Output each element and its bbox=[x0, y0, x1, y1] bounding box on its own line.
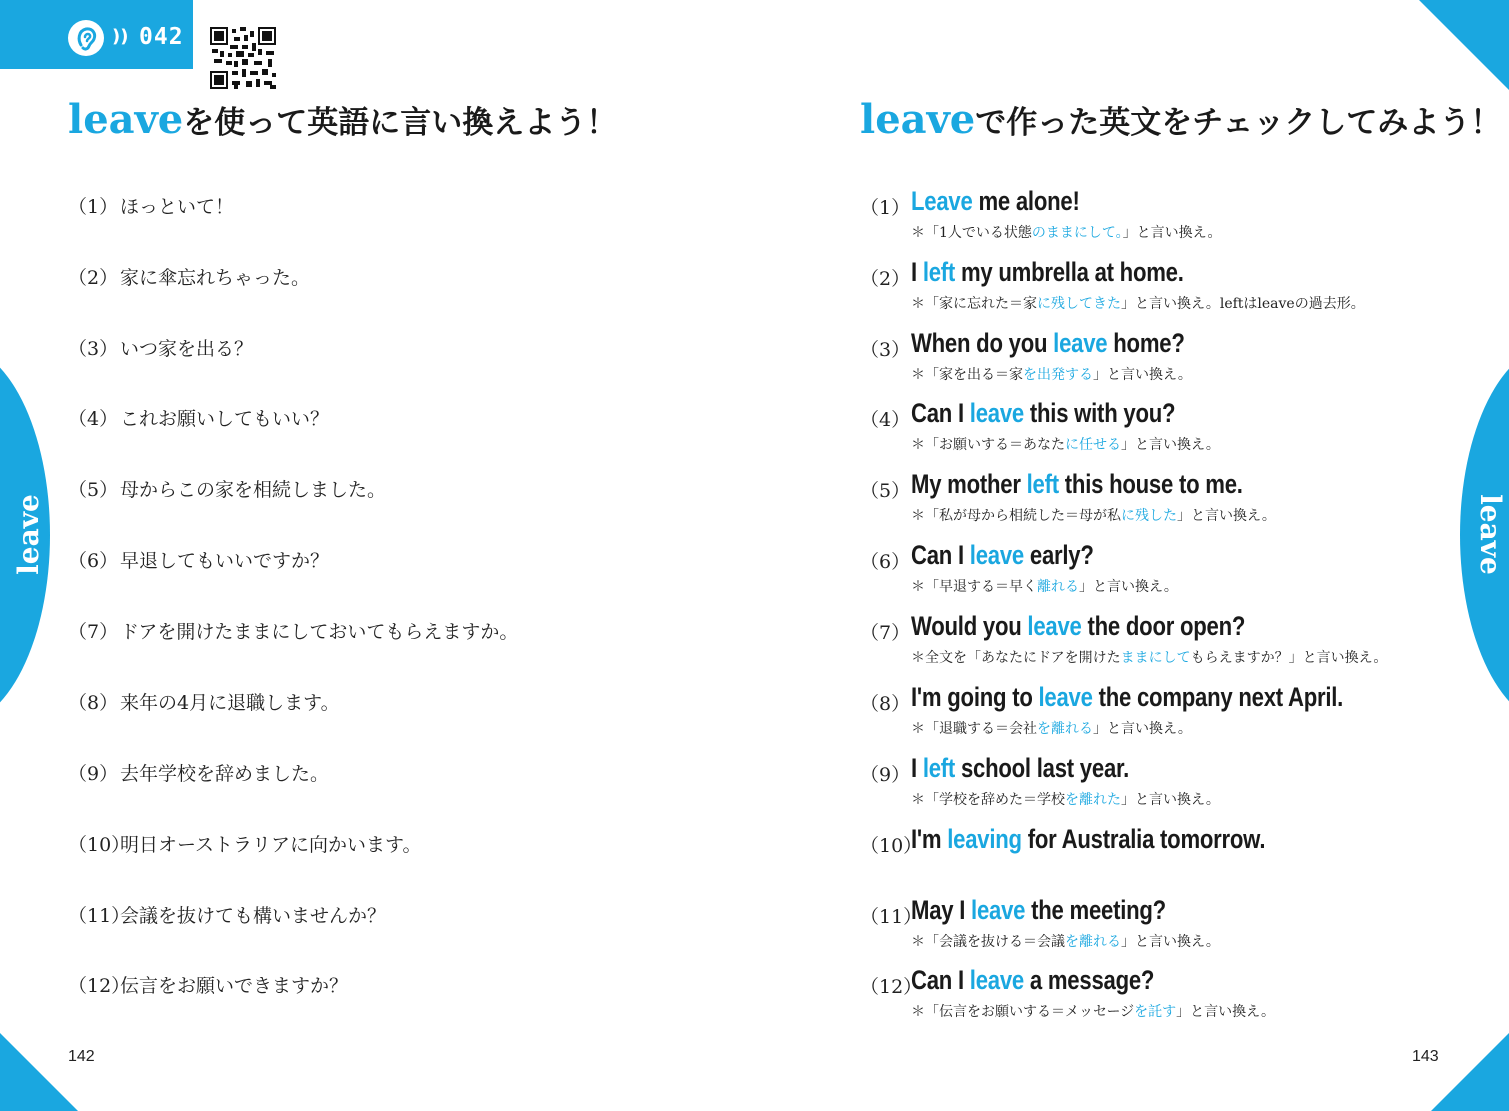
answer-keyword: left bbox=[922, 753, 956, 783]
question-item bbox=[68, 404, 329, 431]
side-tab-right-label: leave bbox=[1473, 494, 1507, 575]
answer-sentence: I left my umbrella at home. bbox=[911, 257, 1184, 287]
answer-number: （3） bbox=[860, 339, 911, 361]
question-item bbox=[68, 688, 340, 715]
question-text: 家に傘忘れちゃった。 bbox=[120, 267, 311, 289]
answer-keyword: leaving bbox=[947, 824, 1022, 854]
question-number: （9） bbox=[68, 763, 119, 785]
answer-keyword: leave bbox=[1038, 682, 1093, 712]
question-item bbox=[68, 617, 518, 644]
question-item bbox=[68, 830, 422, 857]
question-number: （11） bbox=[68, 905, 131, 927]
answer-sentence: Leave me alone! bbox=[911, 186, 1080, 216]
answer-sentence: Can I leave a message? bbox=[911, 965, 1155, 995]
question-number: （7） bbox=[68, 621, 119, 643]
question-item bbox=[68, 971, 348, 998]
answer-note: ＊全文を「あなたにドアを開けたままにしてもらえますか？」と言い換え。 bbox=[911, 650, 1388, 666]
question-number: （10） bbox=[68, 834, 131, 856]
question-text: 来年の4月に退職します。 bbox=[120, 692, 340, 714]
answer-sentence: I left school last year. bbox=[911, 753, 1130, 783]
question-text: ほっといて！ bbox=[120, 196, 235, 218]
page-number-right: 143 bbox=[1412, 1048, 1439, 1065]
answer-sentence: Can I leave early? bbox=[911, 540, 1094, 570]
answer-keyword: leave bbox=[969, 398, 1024, 428]
answer-keyword: left bbox=[1026, 469, 1059, 499]
question-text: 伝言をお願いできますか？ bbox=[120, 975, 349, 997]
answer-keyword: leave bbox=[969, 540, 1024, 570]
answer-number: （10） bbox=[860, 835, 923, 857]
answer-note: ＊「家を出る＝家を出発する」と言い換え。 bbox=[911, 367, 1192, 383]
corner-decoration-top-right bbox=[1419, 0, 1509, 90]
question-number: （8） bbox=[68, 692, 119, 714]
question-item bbox=[68, 263, 310, 290]
answer-sentence: My mother left this house to me. bbox=[911, 469, 1243, 499]
answer-note: ＊「退職する＝会社を離れる」と言い換え。 bbox=[911, 721, 1192, 737]
left-page-heading bbox=[68, 96, 617, 143]
answer-note: ＊「早退する＝早く離れる」と言い換え。 bbox=[911, 579, 1178, 595]
question-item bbox=[68, 759, 329, 786]
question-item bbox=[68, 901, 386, 928]
question-text: 母からこの家を相続しました。 bbox=[120, 479, 387, 501]
question-text: ドアを開けたままにしておいてもらえますか。 bbox=[120, 621, 519, 643]
track-number: 042 bbox=[139, 24, 184, 50]
answer-note: ＊「会議を抜ける＝会議を離れる」と言い換え。 bbox=[911, 934, 1220, 950]
question-text: これお願いしてもいい？ bbox=[120, 408, 330, 430]
answer-keyword: Leave bbox=[911, 186, 973, 216]
answer-keyword: leave bbox=[971, 895, 1026, 925]
heading-keyword: leave bbox=[860, 96, 976, 143]
corner-decoration-bottom-left bbox=[0, 1033, 78, 1111]
answer-sentence: Can I leave this with you? bbox=[911, 398, 1176, 428]
answer-number: （5） bbox=[860, 480, 911, 502]
answer-sentence: I'm leaving for Australia tomorrow. bbox=[911, 824, 1266, 854]
answer-number: （12） bbox=[860, 976, 923, 998]
answer-number: （9） bbox=[860, 764, 911, 786]
question-item bbox=[68, 334, 253, 361]
heading-text: で作った英文をチェックしてみよう！ bbox=[975, 105, 1502, 141]
question-text: 去年学校を辞めました。 bbox=[120, 763, 330, 785]
question-text: いつ家を出る？ bbox=[120, 338, 254, 360]
heading-text: を使って英語に言い換えよう！ bbox=[183, 105, 618, 141]
answer-number: （6） bbox=[860, 551, 911, 573]
ear-icon bbox=[68, 20, 104, 56]
answer-note: ＊「伝言をお願いする＝メッセージを託す」と言い換え。 bbox=[911, 1004, 1276, 1020]
answer-number: （2） bbox=[860, 268, 911, 290]
side-tab-left-label: leave bbox=[11, 494, 45, 575]
answer-keyword: left bbox=[922, 257, 956, 287]
answer-keyword: leave bbox=[1027, 611, 1082, 641]
question-item bbox=[68, 192, 234, 219]
answer-keyword: leave bbox=[969, 965, 1024, 995]
question-text: 早退してもいいですか？ bbox=[120, 550, 330, 572]
answer-note: ＊「1人でいる状態のままにして。」と言い換え。 bbox=[911, 225, 1222, 241]
right-page-heading bbox=[860, 96, 1501, 143]
answer-note: ＊「私が母から相続した＝母が私に残した」と言い換え。 bbox=[911, 508, 1276, 524]
answer-keyword: leave bbox=[1053, 328, 1108, 358]
answer-note: ＊「お願いする＝あなたに任せる」と言い換え。 bbox=[911, 437, 1220, 453]
question-item bbox=[68, 475, 386, 502]
answer-number: （11） bbox=[860, 906, 923, 928]
question-item bbox=[68, 546, 329, 573]
question-number: （2） bbox=[68, 267, 119, 289]
answer-number: （4） bbox=[860, 409, 911, 431]
question-text: 会議を抜けても構いませんか？ bbox=[120, 905, 387, 927]
question-number: （3） bbox=[68, 338, 119, 360]
question-number: （5） bbox=[68, 479, 119, 501]
question-text: 明日オーストラリアに向かいます。 bbox=[120, 834, 422, 856]
answer-sentence: I'm going to leave the company next April. bbox=[911, 682, 1344, 712]
answer-sentence: Would you leave the door open? bbox=[911, 611, 1246, 641]
answer-sentence: When do you leave home? bbox=[911, 328, 1185, 358]
answer-number: （7） bbox=[860, 622, 911, 644]
question-number: （6） bbox=[68, 550, 119, 572]
answer-number: （1） bbox=[860, 197, 911, 219]
answer-sentence: May I leave the meeting? bbox=[911, 895, 1166, 925]
corner-decoration-bottom-right bbox=[1431, 1033, 1509, 1111]
question-number: （4） bbox=[68, 408, 119, 430]
question-number: （1） bbox=[68, 196, 119, 218]
answer-note: ＊「学校を辞めた＝学校を離れた」と言い換え。 bbox=[911, 792, 1220, 808]
heading-keyword: leave bbox=[68, 96, 184, 143]
page-number-left: 142 bbox=[68, 1048, 95, 1065]
qr-code[interactable] bbox=[210, 27, 276, 89]
question-number: （12） bbox=[68, 975, 131, 997]
answer-note: ＊「家に忘れた＝家に残してきた」と言い換え。leftはleaveの過去形。 bbox=[911, 296, 1365, 312]
answer-number: （8） bbox=[860, 693, 911, 715]
audio-waves-icon: )) bbox=[112, 26, 129, 47]
answer-note-extra: leftはleaveの過去形。 bbox=[1219, 296, 1365, 312]
